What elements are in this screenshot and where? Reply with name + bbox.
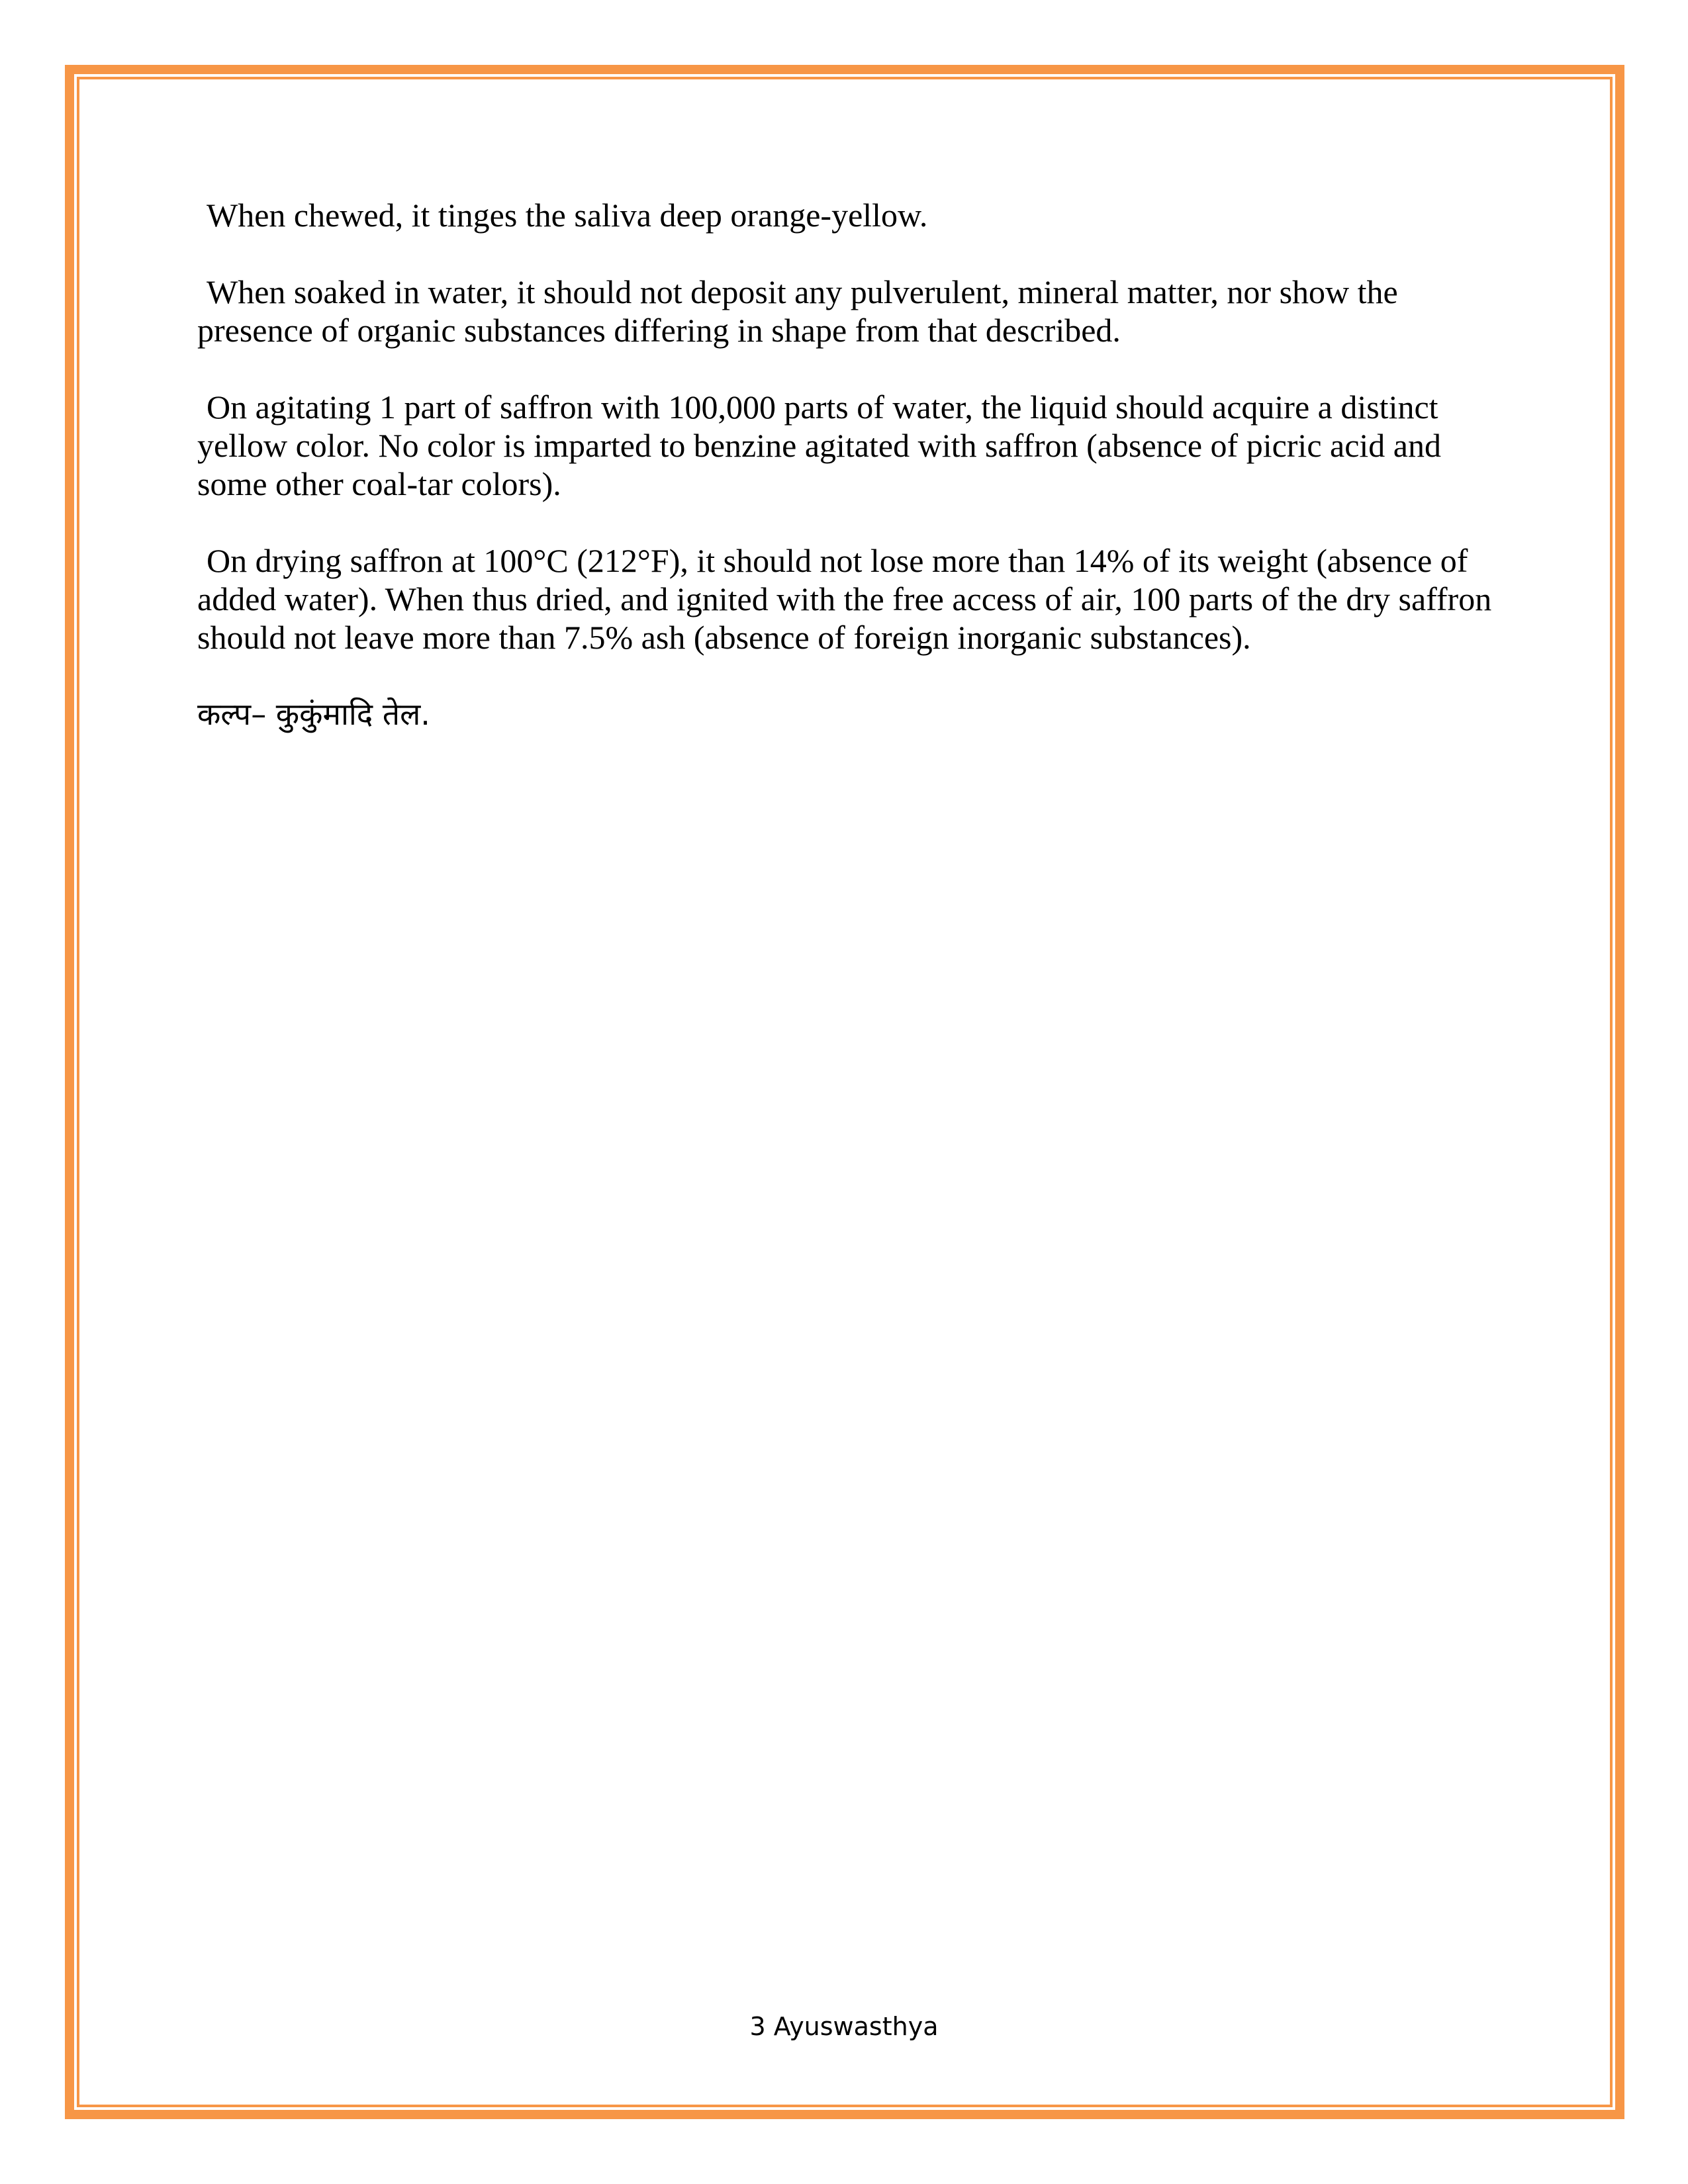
paragraph-chewed: When chewed, it tinges the saliva deep orange-yellow.: [207, 197, 928, 234]
paragraph-drying-text: On drying saffron at 100°C (212°F), it should not lose more than 14% of its weight (absence of added water). When thus dried, and ignited with the free access of air, 100 parts of the dry saffron should not leave more than 7.5% ash (absence of foreign inorganic substances).: [197, 542, 1492, 656]
paragraph-soaked: [197, 273, 1495, 349]
kalpa-line: कल्प– कुकुंमादि तेल.: [197, 696, 430, 732]
document-body: [197, 196, 1495, 733]
paragraph-agitating-text: On agitating 1 part of saffron with 100,000 parts of water, the liquid should acquire a distinct yellow color. No color is imparted to benzine agitated with saffron (absence of picric acid and some other coal-tar colors).: [197, 388, 1441, 502]
paragraph-drying: [197, 541, 1495, 657]
paragraph-soaked-text: When soaked in water, it should not deposit any pulverulent, mineral matter, nor show the presence of organic substances differing in shape from that described.: [197, 273, 1398, 349]
page-footer: 3 Ayuswasthya: [749, 2012, 939, 2041]
paragraph-agitating: [197, 388, 1495, 503]
